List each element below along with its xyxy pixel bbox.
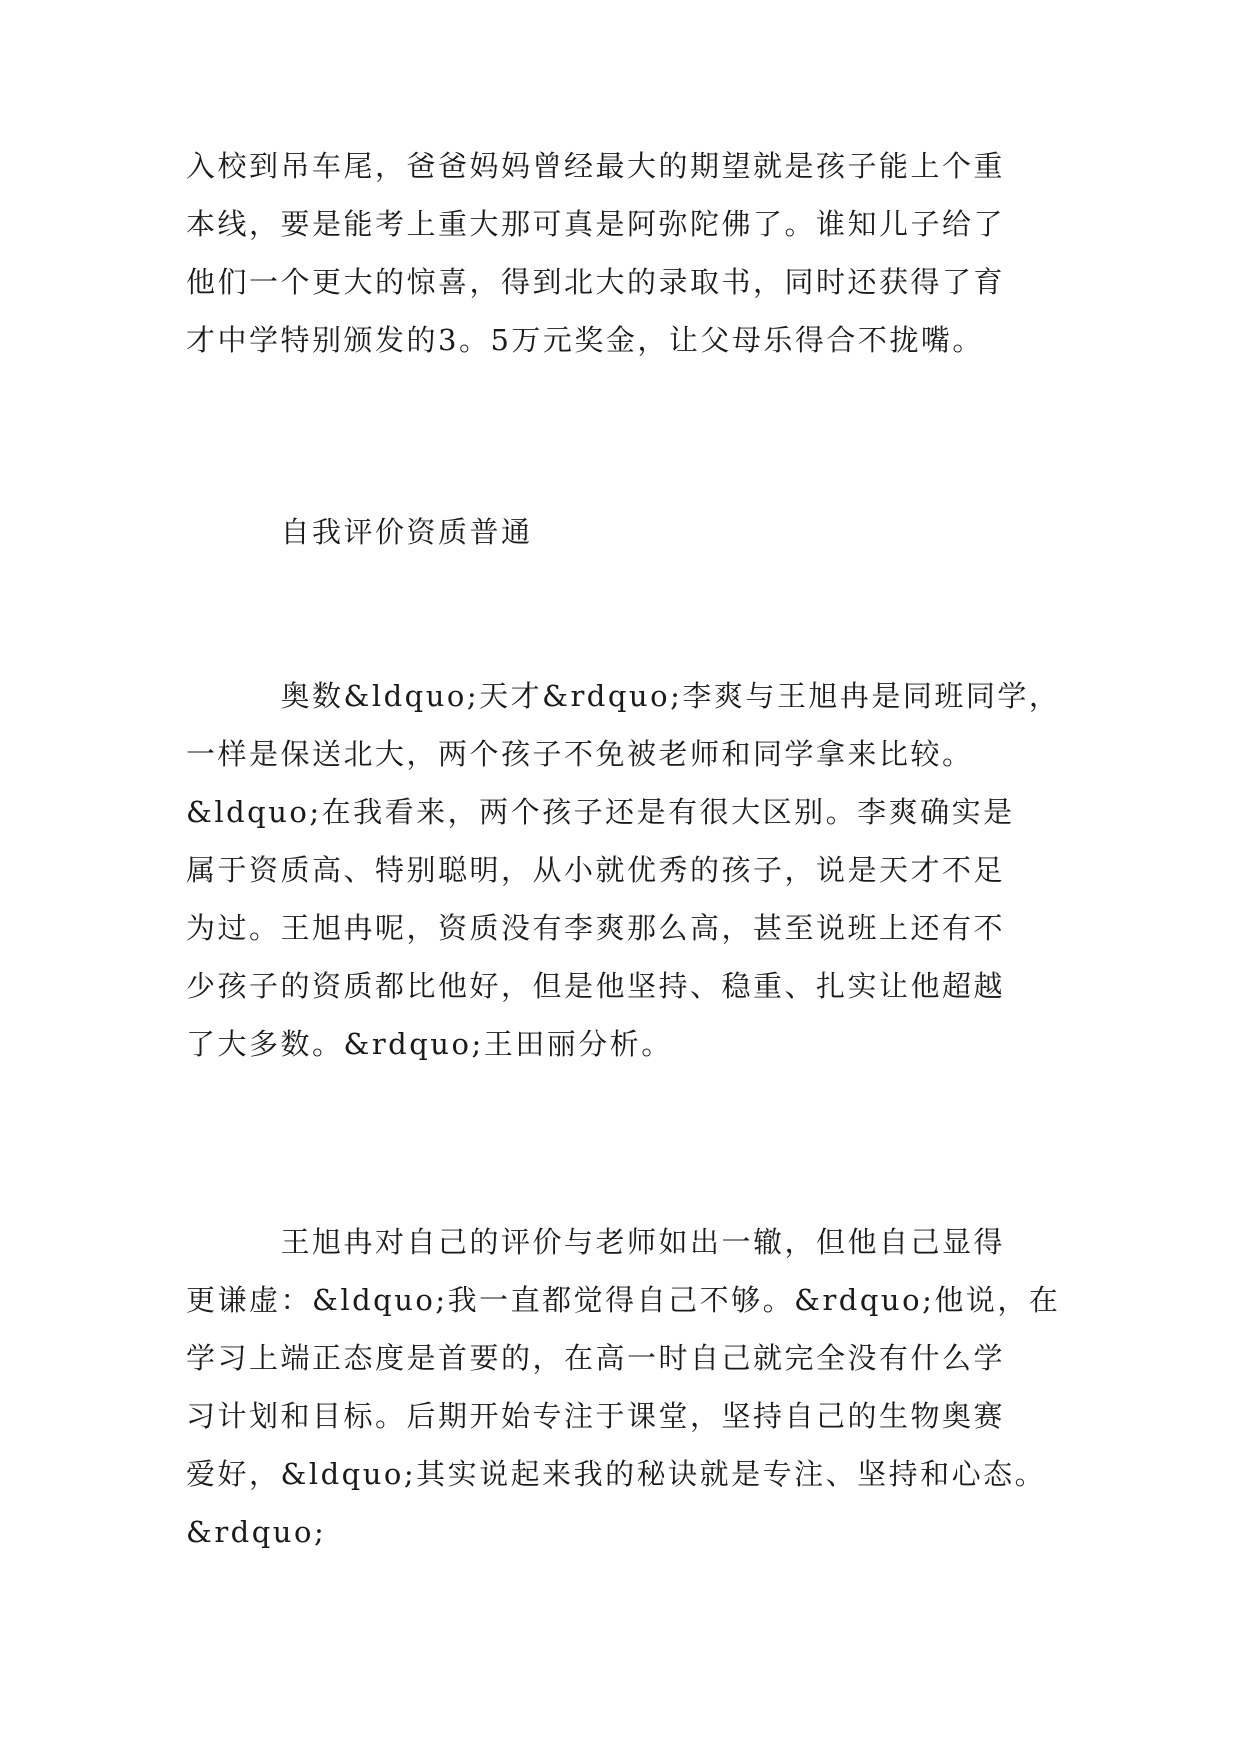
paragraph-comparison bbox=[186, 667, 1066, 1073]
text-line: 更谦虚：&ldquo;我一直都觉得自己不够。&rdquo;他说，在 bbox=[186, 1283, 1061, 1317]
text-line: 学习上端正态度是首要的，在高一时自己就完全没有什么学 bbox=[186, 1341, 1006, 1375]
text-line: 少孩子的资质都比他好，但是他坚持、稳重、扎实让他超越 bbox=[186, 969, 1006, 1003]
text-line: 奥数&ldquo;天才&rdquo;李爽与王旭冉是同班同学， bbox=[186, 679, 1061, 713]
text-line: 王旭冉对自己的评价与老师如出一辙，但他自己显得 bbox=[186, 1225, 1006, 1259]
section-heading bbox=[186, 503, 1066, 561]
text-line: 属于资质高、特别聪明，从小就优秀的孩子，说是天才不足 bbox=[186, 853, 1006, 887]
text-line: &rdquo; bbox=[186, 1515, 327, 1549]
text-line: 入校到吊车尾，爸爸妈妈曾经最大的期望就是孩子能上个重 bbox=[186, 149, 1006, 183]
paragraph-intro bbox=[186, 137, 1066, 369]
text-line: 爱好，&ldquo;其实说起来我的秘诀就是专注、坚持和心态。 bbox=[186, 1457, 1047, 1491]
text-line: 了大多数。&rdquo;王田丽分析。 bbox=[186, 1027, 673, 1061]
text-line: 为过。王旭冉呢，资质没有李爽那么高，甚至说班上还有不 bbox=[186, 911, 1006, 945]
paragraph-self-evaluation bbox=[186, 1213, 1066, 1561]
text-line: &ldquo;在我看来，两个孩子还是有很大区别。李爽确实是 bbox=[186, 795, 1015, 829]
text-line: 才中学特别颁发的3。5万元奖金，让父母乐得合不拢嘴。 bbox=[186, 323, 984, 357]
text-line: 本线，要是能考上重大那可真是阿弥陀佛了。谁知儿子给了 bbox=[186, 207, 1006, 241]
text-line: 习计划和目标。后期开始专注于课堂，坚持自己的生物奥赛 bbox=[186, 1399, 1006, 1433]
text-line: 一样是保送北大，两个孩子不免被老师和同学拿来比较。 bbox=[186, 737, 974, 771]
heading-line: 自我评价资质普通 bbox=[186, 515, 533, 549]
text-line: 他们一个更大的惊喜，得到北大的录取书，同时还获得了育 bbox=[186, 265, 1006, 299]
